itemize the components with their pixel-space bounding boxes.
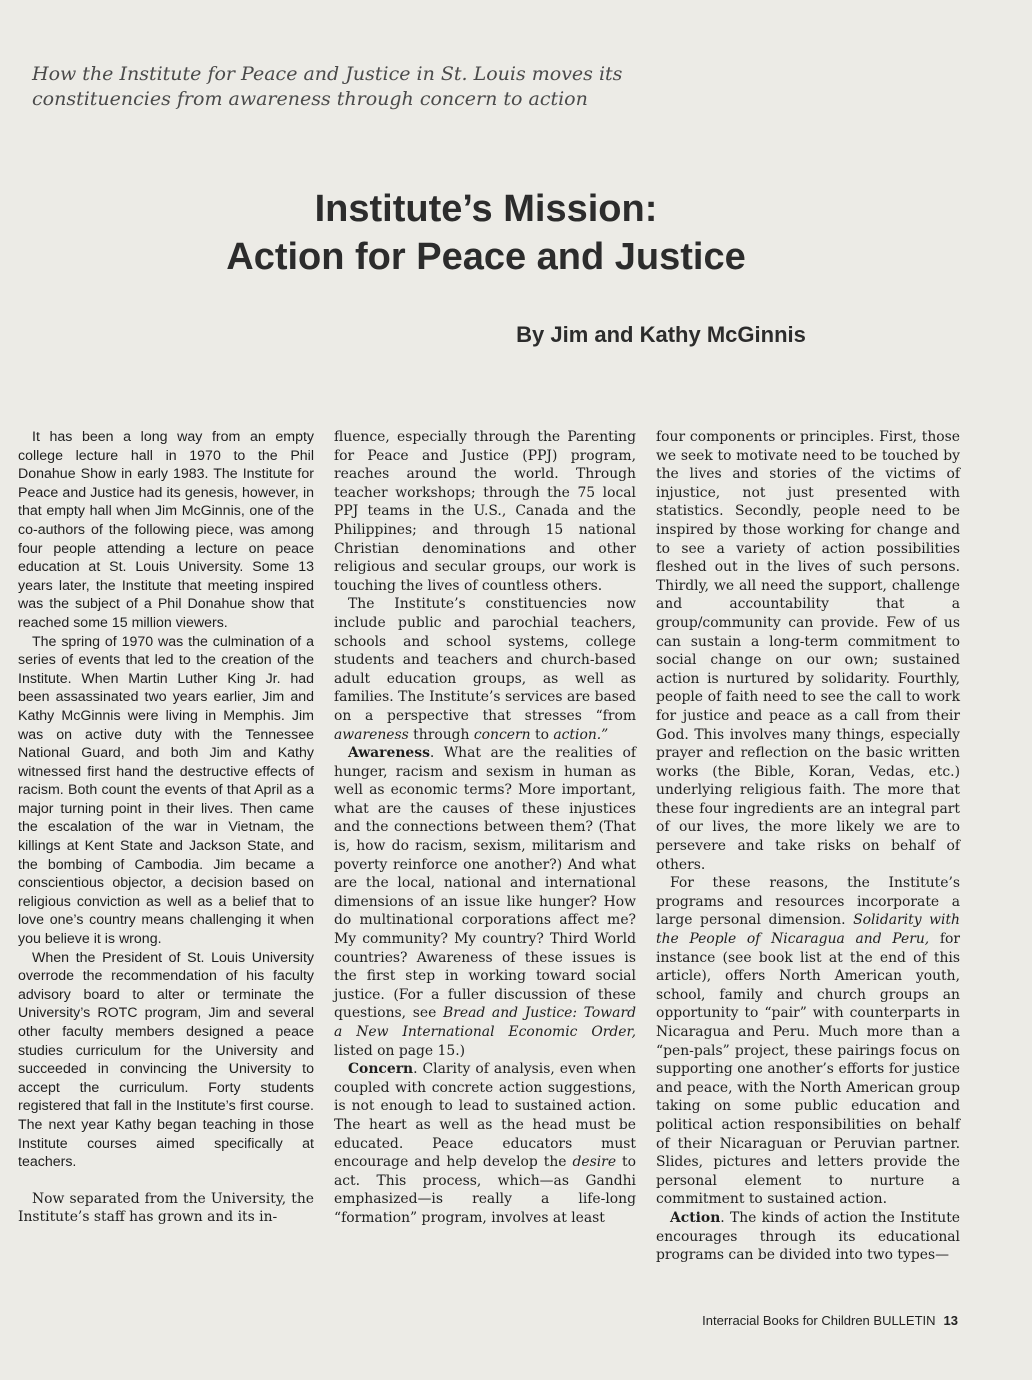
deck-line-1: How the Institute for Peace and Justice in St. Louis moves its [32,63,623,85]
col3-paragraph-3 [656,1209,960,1265]
col2-p2-em-concern: concern [473,726,531,743]
col1-paragraph-1: It has been a long way from an empty college lecture hall in 1970 to the Phil Donahue Show in early 1983. The Institute for Peace and Justice had its genesis, however, in that empty hall when Jim McGinnis, one of the co-authors of the following piece, was among four people attending a lecture on peace education at St. Louis University. Some 13 years later, the Institute that meeting inspired was the subject of a Phil Donahue show that reached some 15 million viewers. [18,429,314,631]
col2-paragraph-1: fluence, especially through the Parenting for Peace and Justice (PPJ) program, reaches around the world. Through teacher workshops; through the 75 local PPJ teams in the U.S., Canada and the Philippines; and through 15 national Christian denominations and other religious and secular groups, our work is touching the lives of countless others. [334,429,636,594]
col2-p2-em-awareness: awareness [334,726,409,743]
col3-p2-text-a: For these reasons, the Institute’s programs and resources incorporate a large personal dimension. [656,875,960,929]
col2-p4-text-a: . Clarity of analysis, even when coupled with concrete action suggestions, is not enough to lead to sustained action. The heart as well as the head must be educated. Peace educators must encourage and help develop the [334,1061,636,1171]
col2-p2-em-action: action.” [553,726,609,743]
col3-p2-text-b: for instance (see book list at the end of this article), offers North American youth, school, family and church groups an opportunity to “pair” with counterparts in Nicaragua and Peru. Much more than a “pen-pals” project, these pairings focus on supporting one another’s efforts for justice and peace, with the North American group taking on some public education and political action responsibilities on behalf of their Nicaraguan or Peruvian partner. Slides, pictures and letters provide the personal element to nurture a commitment to sustained action. [656,931,961,1208]
col2-p3-text-a: . What are the realities of hunger, racism and sexism in human as well as economic terms? More important, what are the causes of these injustices and the connections between them? (That is, how do racism, sexism, militarism and poverty reinforce one another?) And what are the local, national and international dimensions of an issue like hunger? How do multinational corporations affect me? My community? My country? Third World countries? Awareness of these issues is the first step in working toward social justice. (For a fuller discussion of these questions, see [334,745,636,1022]
col1-paragraph-3: When the President of St. Louis University overrode the recommendation of his faculty advisory board to alter or terminate the University’s ROTC program, Jim and several other faculty members designed a peace studies curriculum for the University and succeeded in convincing the University to accept the curriculum. Forty students registered that fall in the Institute’s first course. The next year Kathy began teaching in those Institute courses aimed specifically at teachers. [18,949,314,1171]
col3-p3-text-a: . The kinds of action the Institute encourages through its educational programs can be divided into two types— [656,1209,960,1264]
run-in-head-action: Action [670,1209,721,1226]
page-footer [702,1313,958,1328]
col2-p4-em-desire: desire [572,1154,617,1171]
col2-paragraph-4 [334,1060,636,1227]
col2-p4-text-b: to act. This process, which—as Gandhi emphasized—is really a life-long “formation” program, involves at least [334,1154,636,1226]
column-3 [656,428,960,1265]
col2-p2-text-c: to [530,726,554,743]
title-line-2: Action for Peace and Justice [226,236,746,278]
col2-paragraph-2 [334,595,636,744]
col3-p2-em-book: Solidarity with the People of Nicaragua and Peru, [656,912,960,948]
byline: By Jim and Kathy McGinnis [516,322,806,347]
page-number: 13 [943,1313,958,1328]
deck-line-2: constituencies from awareness through concern to action [32,88,588,110]
col2-p2-text-b: through [408,726,474,743]
col2-paragraph-3 [334,744,636,1060]
col2-p3-em-book: Bread and Justice: Toward a New International Economic Order, [334,1005,636,1040]
run-in-head-concern: Concern [348,1061,414,1078]
column-1 [18,428,314,1227]
article-title [0,185,1032,281]
run-in-head-awareness: Awareness [348,745,430,762]
publication-name: Interracial Books for Children BULLETIN [702,1313,936,1328]
col2-p2-text-a: The Institute’s constituencies now include public and parochial teachers, schools and school systems, college students and teachers and church-based adult education groups, as well as families. The Institute’s services are based on a perspective that stresses “from [334,596,636,724]
col2-p3-text-b: listed on page 15.) [334,1042,466,1059]
col3-paragraph-1: four components or principles. First, those we seek to motivate need to be touched by the lives and stories of the victims of injustice, not just presented with statistics. Secondly, people need to be inspired by those working for change and to see a variety of action possibilities fleshed out in the lives of such persons. Thirdly, we all need the support, challenge and accountability that a group/community can provide. Few of us can sustain a long-term commitment to social change on our own; sustained action is nurtured by solidarity. Fourthly, people of faith need to see the call to work for justice and peace as a call from their God. This involves many things, especially prayer and reflection on the basic written works (the Bible, Koran, Vedas, etc.) underlying religious faith. The more that these four ingredients are an integral part of our lives, the more likely we are to persevere and take risks on behalf of others. [656,429,960,873]
title-line-1: Institute’s Mission: [314,188,658,230]
col3-paragraph-2 [656,874,960,1209]
col1-paragraph-4: Now separated from the University, the Institute’s staff has grown and its in- [18,1190,314,1226]
article-deck [32,62,672,112]
col1-paragraph-2: The spring of 1970 was the culmination of a series of events that led to the creation of the Institute. When Martin Luther King Jr. had been assassinated two years earlier, Jim and Kathy McGinnis were living in Memphis. Jim was on active duty with the Tennessee National Guard, and both Jim and Kathy witnessed first hand the destructive effects of racism. Both count the events of that April as a major turning point in their lives. Then came the escalation of the war in Vietnam, the killings at Kent State and Jackson State, and the bombing of Cambodia. Jim became a conscientious objector, a decision based on religious conviction as well as a belief that to love one’s country means challenging it when you believe it is wrong. [18,633,314,948]
column-2 [334,428,636,1228]
